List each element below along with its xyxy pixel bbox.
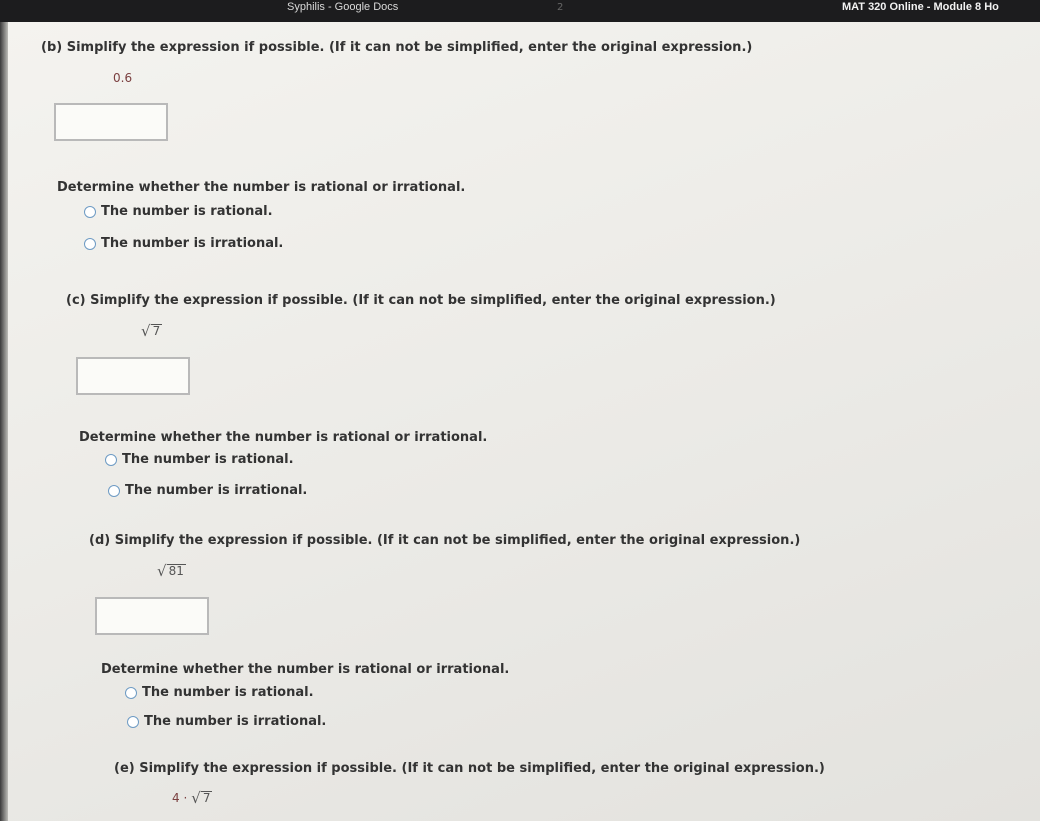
option-label: The number is irrational. [101,236,284,251]
part-d-answer-input[interactable] [95,597,209,635]
sqrt-symbol: √ 7 [141,322,161,340]
part-d-option-rational[interactable] [125,685,314,700]
radicand: 81 [168,564,184,578]
radicand: 7 [152,324,161,338]
option-label: The number is irrational. [125,483,308,498]
option-label: The number is irrational. [144,714,327,729]
tab-google-docs[interactable]: Syphilis - Google Docs [287,1,399,13]
radio-button[interactable] [105,454,117,466]
part-c-expression [141,324,162,339]
part-d-expression [157,564,186,579]
option-label: The number is rational. [101,204,273,219]
part-e-prompt: (e) Simplify the expression if possible. (If it can not be simplified, enter the original expression.) [114,761,825,776]
part-b-option-rational[interactable] [84,204,273,219]
part-b-prompt: (b) Simplify the expression if possible. (If it can not be simplified, enter the original expression.) [41,40,753,55]
tab-mat-320[interactable]: MAT 320 Online - Module 8 Ho [842,1,999,13]
radio-button[interactable] [125,687,137,699]
part-b-option-irrational[interactable] [84,236,283,251]
radio-button[interactable] [127,716,139,728]
part-d-rational-question: Determine whether the number is rational or irrational. [101,662,510,677]
tab-count-badge: 2 [557,2,564,13]
part-c-option-rational[interactable] [105,452,294,467]
sqrt-symbol: √ 81 [157,562,184,580]
option-label: The number is rational. [142,685,314,700]
assignment-page [0,22,1040,821]
radio-button[interactable] [84,206,96,218]
part-d-prompt: (d) Simplify the expression if possible. (If it can not be simplified, enter the original expression.) [89,533,801,548]
part-e-expression [172,791,212,805]
part-c-answer-input[interactable] [76,357,190,395]
part-c-prompt: (c) Simplify the expression if possible. (If it can not be simplified, enter the original expression.) [66,293,776,308]
coefficient: 4 · [172,791,188,805]
part-c-option-irrational[interactable] [108,483,307,498]
browser-tab-bar [0,0,1040,22]
radio-button[interactable] [108,485,120,497]
part-b-expression: 0.6 [113,71,133,85]
part-b-answer-input[interactable] [54,103,168,141]
sqrt-symbol: √ 7 [191,789,211,807]
radicand: 7 [202,791,211,805]
part-d-option-irrational[interactable] [127,714,326,729]
page-edge-shadow [0,22,8,821]
option-label: The number is rational. [122,452,294,467]
radio-button[interactable] [84,238,96,250]
part-c-rational-question: Determine whether the number is rational or irrational. [79,430,488,445]
part-b-rational-question: Determine whether the number is rational or irrational. [57,180,466,195]
